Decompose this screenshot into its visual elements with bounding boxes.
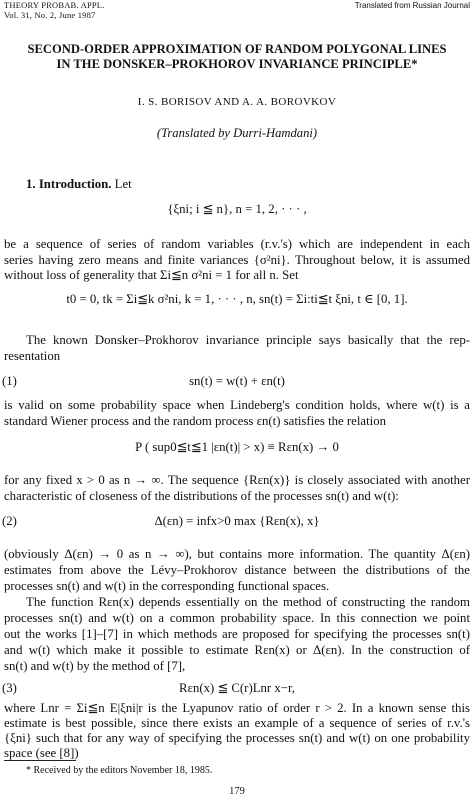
equation-definitions: t0 = 0, tk = Σi≦k σ²ni, k = 1, · · · , n, sn(t) = Σi:ti≦t ξni, t ∈ [0, 1]. [66, 292, 408, 306]
text-line: resentation [4, 349, 61, 363]
text-line: estimates from above the Lévy–Prokhorov distance between the distributions of the [4, 563, 470, 577]
text-line: standard Wiener process and the random process εn(t) satisfies the relation [4, 414, 387, 428]
text-line: processes sn(t) and w(t) in the corresponding functional spaces. [4, 579, 330, 593]
text-line: estimate is best possible, since there exists an example of a sequence of series of r.v.'s [4, 716, 470, 730]
text-line: processes sn(t) and w(t) on a common probability space. In this connection we point [4, 611, 470, 625]
equation-probability: P ( sup0≦t≦1 |εn(t)| > x) ≡ Rεn(x) → 0 [135, 440, 339, 454]
text-line: characteristic of closeness of the distributions of the processes sn(t) and w(t): [4, 489, 399, 503]
text-line: and w(t) which make it possible to estimate Rεn(x) or Δ(εn). In the construction of [4, 643, 470, 657]
footnote-rule [4, 760, 76, 761]
footnote: * Received by the editors November 18, 1985. [26, 765, 213, 776]
text-line: The function Rεn(x) depends essentially on the method of constructing the random [26, 595, 470, 609]
journal-header [4, 0, 105, 20]
text-line: be a sequence of series of random variables (r.v.'s) which are independent in each [4, 237, 470, 251]
translator-credit: (Translated by Durri-Hamdani) [156, 126, 318, 140]
translation-note: Translated from Russian Journal [354, 1, 470, 10]
text-line: without loss of generality that Σi≦n σ²ni = 1 for all n. Set [4, 268, 299, 282]
paper-authors: I. S. BORISOV AND A. A. BOROVKOV [137, 96, 337, 108]
text-line: sn(t) and w(t) by the method of [7], [4, 659, 186, 673]
section-lead: Let [114, 177, 132, 191]
section-number: 1. [26, 177, 36, 191]
section-title: Introduction. [38, 177, 112, 191]
text-line: series having zero means and finite variances {σ²ni}. Throughout below, it is assumed [4, 253, 470, 267]
section-heading [26, 177, 132, 192]
equation-3: Rεn(x) ≦ C(r)Lnr x−r, [179, 681, 295, 695]
text-line: (obviously Δ(εn) → 0 as n → ∞), but contains more information. The quantity Δ(εn) [4, 547, 470, 561]
journal-name: THEORY PROBAB. APPL. [4, 0, 105, 10]
text-line: The known Donsker–Prokhorov invariance principle says basically that the rep- [26, 333, 470, 347]
equation-number: (3) [2, 681, 17, 695]
page-number: 179 [229, 786, 245, 797]
journal-volume: Vol. 31, No. 2, June 1987 [4, 10, 96, 20]
text-line: {ξni} such that for any way of specifying the processes sn(t) and w(t) on one probability [4, 731, 470, 745]
text-line: for any fixed x > 0 as n → ∞. The sequence {Rεn(x)} is closely associated with another [4, 473, 470, 487]
paper-title-line-2: IN THE DONSKER–PROKHOROV INVARIANCE PRINCIPLE* [56, 57, 418, 71]
text-line: space (see [8]) [4, 746, 79, 760]
equation-sequence: {ξni; i ≦ n}, n = 1, 2, · · · , [167, 202, 307, 216]
text-line: where Lnr = Σi≦n E|ξni|r is the Lyapunov ratio of order r > 2. In a known sense this [4, 701, 470, 715]
paper-title-line-1: SECOND-ORDER APPROXIMATION OF RANDOM POLYGONAL LINES [27, 42, 447, 56]
equation-1: sn(t) = w(t) + εn(t) [189, 374, 285, 388]
text-line: is valid on some probability space when Lindeberg's condition holds, where w(t) is a [4, 398, 470, 412]
equation-2: Δ(εn) = infx>0 max {Rεn(x), x} [154, 514, 320, 528]
text-line: out the works [1]–[7] in which methods are proposed for specifying the processes sn(t) [4, 627, 470, 641]
equation-number: (1) [2, 374, 17, 388]
equation-number: (2) [2, 514, 17, 528]
